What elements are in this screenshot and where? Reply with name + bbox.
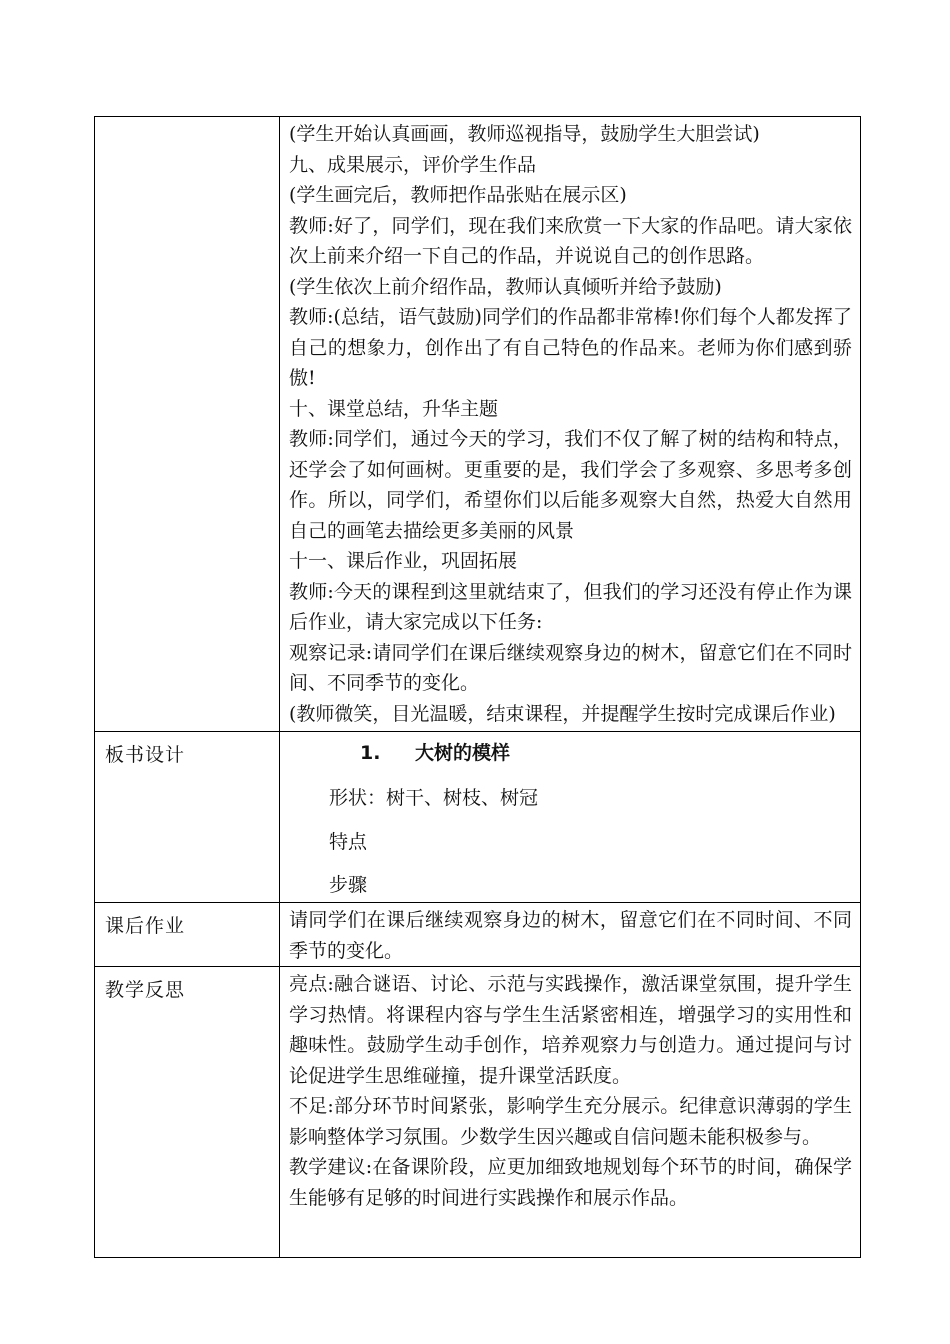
teaching-process-cell bbox=[280, 117, 861, 732]
paragraph: 教师:(总结，语气鼓励)同学们的作品都非常棒!你们每个人都发挥了自己的想象力，创作出了有自己特色的作品来。老师为你们感到骄傲! bbox=[289, 306, 852, 389]
table-row bbox=[95, 967, 861, 1258]
board-title-number: 1. bbox=[360, 742, 381, 764]
section-heading: 十一、课后作业，巩固拓展 bbox=[289, 550, 518, 572]
paragraph: 亮点:融合谜语、讨论、示范与实践操作，激活课堂氛围，提升学生学习热情。将课程内容与学生生活紧密相连，增强学习的实用性和趣味性。鼓励学生动手创作，培养观察力与创造力。通过提问与讨论促进学生思维碰撞，提升课堂活跃度。 bbox=[289, 973, 852, 1087]
board-line-steps: 步骤 bbox=[329, 874, 368, 896]
homework-cell bbox=[280, 903, 861, 967]
table-row bbox=[95, 732, 861, 903]
paragraph: 教师:好了，同学们，现在我们来欣赏一下大家的作品吧。请大家依次上前来介绍一下自己的作品，并说说自己的创作思路。 bbox=[289, 214, 852, 267]
paragraph: 教师:同学们，通过今天的学习，我们不仅了解了树的结构和特点，还学会了如何画树。更重要的是，我们学会了多观察、多思考多创作。所以，同学们，希望你们以后能多观察大自然，热爱大自然用自己的画笔去描绘更多美丽的风景 bbox=[289, 428, 852, 542]
board-design-image bbox=[280, 732, 860, 894]
row-label: 教学反思 bbox=[95, 967, 280, 1258]
row-label bbox=[95, 117, 280, 732]
paragraph: 教师:今天的课程到这里就结束了，但我们的学习还没有停止作为课后作业，请大家完成以下任务: bbox=[289, 580, 852, 633]
board-line-shape: 形状：树干、树枝、树冠 bbox=[329, 787, 539, 809]
section-heading: 九、成果展示，评价学生作品 bbox=[289, 153, 537, 176]
paragraph: (学生画完后，教师把作品张贴在展示区) bbox=[289, 184, 627, 206]
table-row bbox=[95, 117, 861, 732]
table-row bbox=[95, 903, 861, 967]
row-label: 课后作业 bbox=[95, 903, 280, 967]
row-label: 板书设计 bbox=[95, 732, 280, 903]
board-title-text: 大树的模样 bbox=[415, 742, 511, 764]
paragraph: 不足:部分环节时间紧张，影响学生充分展示。纪律意识薄弱的学生影响整体学习氛围。少数学生因兴趣或自信问题未能积极参与。 bbox=[289, 1095, 852, 1148]
paragraph: (学生开始认真画画，教师巡视指导，鼓励学生大胆尝试) bbox=[289, 123, 760, 145]
paragraph: 观察记录:请同学们在课后继续观察身边的树木，留意它们在不同时间、不同季节的变化。 bbox=[289, 641, 852, 694]
paragraph: 请同学们在课后继续观察身边的树木，留意它们在不同时间、不同季节的变化。 bbox=[289, 909, 852, 962]
section-heading: 十、课堂总结，升华主题 bbox=[289, 397, 499, 420]
lesson-plan-table bbox=[94, 116, 861, 1258]
reflection-cell bbox=[280, 967, 861, 1258]
board-design-cell bbox=[280, 732, 861, 903]
paragraph: (学生依次上前介绍作品，教师认真倾听并给予鼓励) bbox=[289, 275, 722, 298]
board-line-features: 特点 bbox=[329, 831, 368, 853]
paragraph: (教师微笑，目光温暖，结束课程，并提醒学生按时完成课后作业) bbox=[289, 702, 836, 725]
board-title bbox=[360, 738, 510, 765]
paragraph: 教学建议:在备课阶段，应更加细致地规划每个环节的时间，确保学生能够有足够的时间进行实践操作和展示作品。 bbox=[289, 1156, 852, 1209]
